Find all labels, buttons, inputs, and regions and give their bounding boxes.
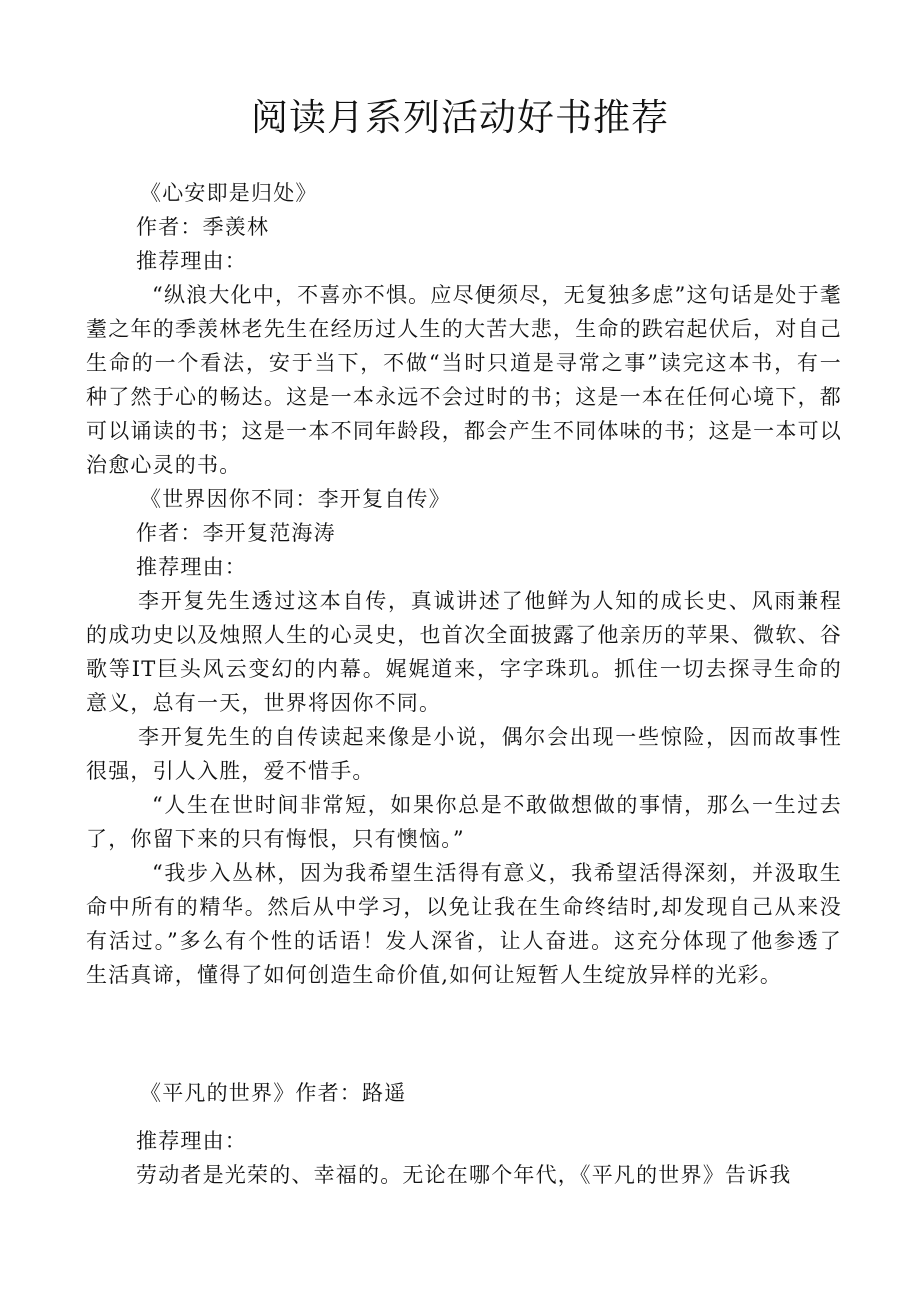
page-title: 阅读月系列活动好书推荐 [251,96,669,139]
book1-author: 作者：季羡林 [136,215,270,239]
book2-title: 《世界因你不同：李开复自传》 [140,487,451,511]
section-spacer [86,992,842,1076]
book1-paragraph: “纵浪大化中，不喜亦不惧。应尽便须尽，无复独多虑”这句话是处于耄耋之年的季羡林老先生在经历过人生的大苦大悲，生命的跌宕起伏后，对自己生命的一个看法，安于当下，不做“当时只道是寻常之事”读完这本书，有一种了然于心的畅达。这是一本永远不会过时的书；这是一本在任何心境下，都可以诵读的书；这是一本不同年龄段，都会产生不同体味的书；这是一本可以治愈心灵的书。 [86,283,842,477]
document-body [86,176,842,1192]
book1-reason-label: 推荐理由： [136,249,247,273]
book2-paragraph: 李开复先生的自传读起来像是小说，偶尔会出现一些惊险，因而故事性很强，引人入胜，爱不惜手。 [86,725,842,783]
book2-reason-label: 推荐理由： [136,555,247,579]
book3-paragraph: 劳动者是光荣的、幸福的。无论在哪个年代，《平凡的世界》告诉我 [136,1163,792,1187]
section-spacer [86,1110,842,1124]
book2-quote: “我步入丛林，因为我希望生活得有意义，我希望活得深刻，并汲取生命中所有的精华。然后从中学习，以免让我在生命终结时,却发现自己从来没有活过。”多么有个性的话语！发人深省，让人奋进。这充分体现了他参透了生活真谛，懂得了如何创造生命价值,如何让短暂人生绽放异样的光彩。 [86,861,842,987]
book2-paragraph: 李开复先生透过这本自传，真诚讲述了他鲜为人知的成长史、风雨兼程的成功史以及烛照人生的心灵史，也首次全面披露了他亲历的苹果、微软、谷歌等IT巨头风云变幻的内幕。娓娓道来，字字珠玑。抓住一切去探寻生命的意义，总有一天，世界将因你不同。 [86,589,842,715]
book3-title-author: 《平凡的世界》作者：路遥 [140,1081,407,1105]
book2-author: 作者：李开复范海涛 [136,521,336,545]
book1-title: 《心安即是归处》 [140,181,318,205]
book2-quote: “人生在世时间非常短，如果你总是不敢做想做的事情，那么一生过去了，你留下来的只有悔恨，只有懊恼。” [86,793,842,851]
book3-reason-label: 推荐理由： [136,1129,247,1153]
